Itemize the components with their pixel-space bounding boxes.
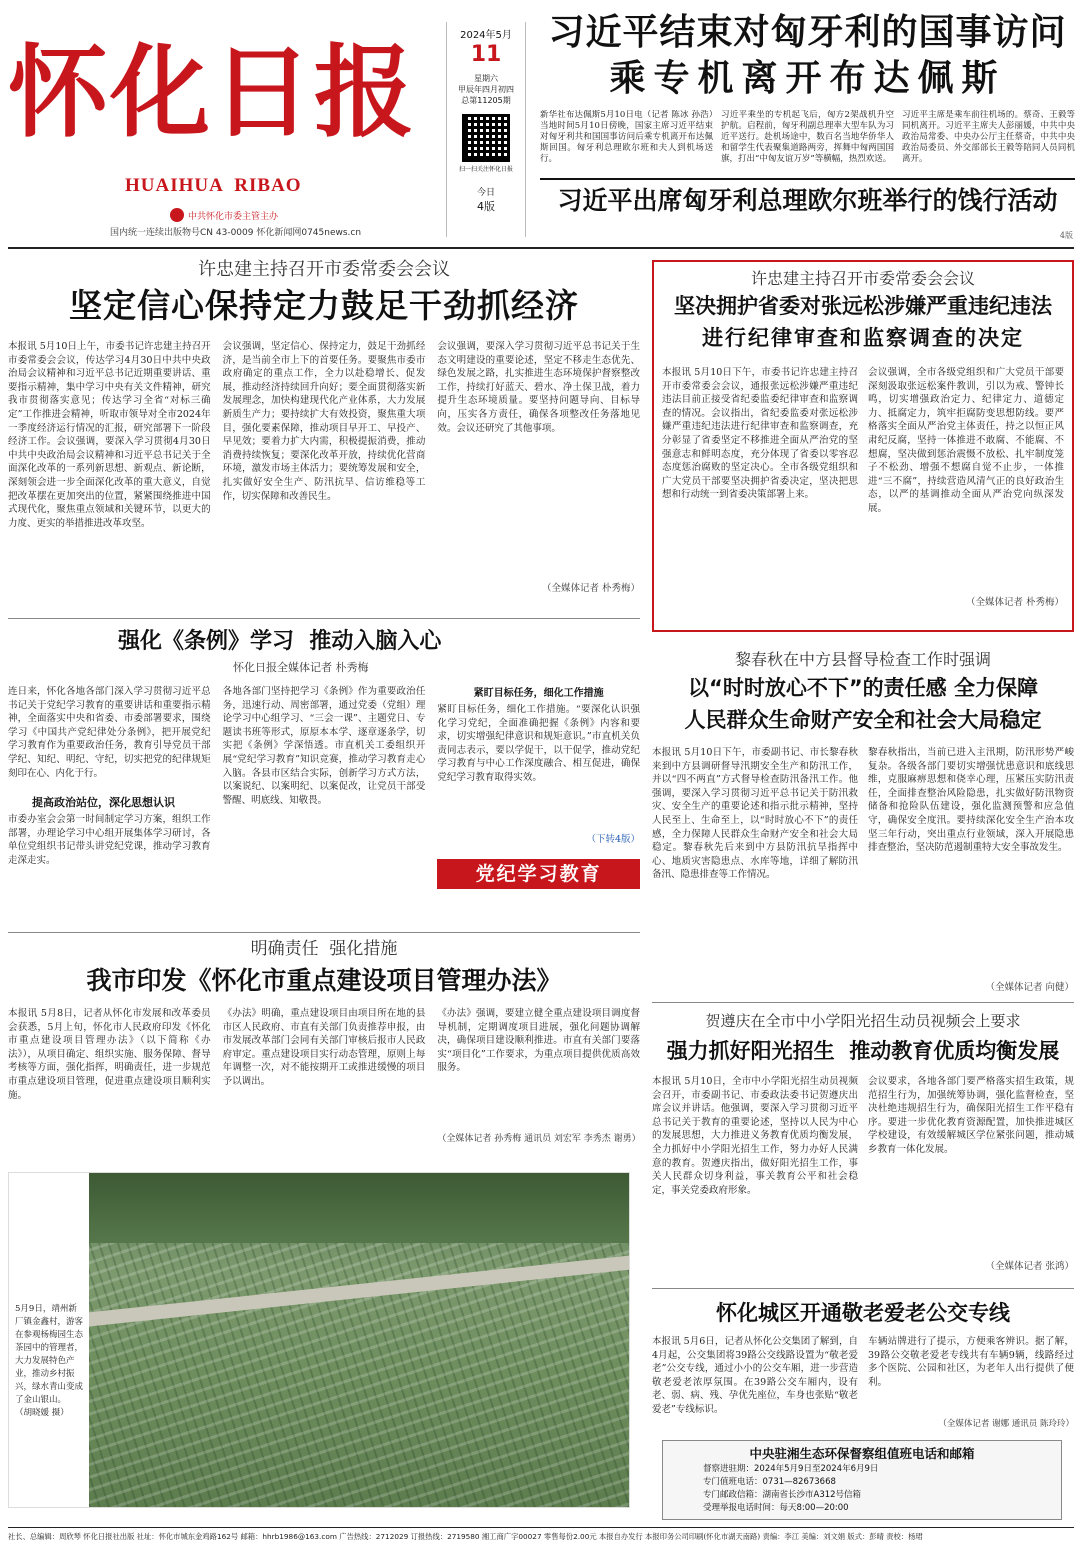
article-2-kicker: 许忠建主持召开市委常委会会议 — [750, 269, 975, 288]
article-6-headline: 强力抓好阳光招生 推动教育优质均衡发展 — [666, 1039, 1060, 1063]
article-4-kicker: 黎春秋在中方县督导检查工作时强调 — [734, 650, 991, 669]
today-label: 今日 — [476, 188, 495, 198]
tree-line — [89, 1173, 629, 1243]
article-6-kicker: 贺遵庆在全市中小学阳光招生动员视频会上要求 — [705, 1012, 1021, 1030]
article-5-kicker: 明确责任 强化措施 — [250, 939, 398, 959]
date-year-month: 2024年5月 — [460, 30, 512, 41]
article-7-col1: 本报讯 5月6日，记者从怀化公交集团了解到，自4月起，公交集团将39路公交线路设置为“敬老爱老”公交专线，通过小小的公交车厢，进一步营造敬老爱老浓厚氛围。在39路公交车厢内，设有老、弱、病、残、孕优先座位，车身也张贴“敬老爱老”专线标识。 — [652, 1336, 858, 1415]
article-4-col1: 本报讯 5月10日下午，市委副书记、市长黎春秋来到中方县调研督导汛期安全生产和防汛工作，并以“四不两直”方式督导检查防汛备汛工作。他强调，要深入学习贯彻习近平总书记关于防汛救灾、安全生产的重要论述和指示批示精神，坚持人民至上、生命至上，以“时时放心不下”的责任感，全力保障人民群众生命财产安全和社会大局稳定。黎春秋先后来到中方县防汛抗旱指挥中心、地质灾害隐患点、水库等地，详细了解防汛备汛、隐患排查等工作情况。 — [652, 747, 858, 881]
article-3-continued[interactable]: （下转4版） — [586, 834, 641, 845]
top-news-page-ref: 4版 — [1059, 231, 1073, 240]
masthead-sponsor: 中共怀化市委主管主办 — [170, 208, 278, 222]
article-7 — [652, 1288, 1074, 1438]
article-3 — [8, 618, 640, 928]
party-emblem-icon — [170, 208, 184, 222]
footer-rule — [8, 1527, 1074, 1528]
qr-caption: 扫一扫关注怀化日报 — [458, 166, 513, 173]
article-1-col1: 本报讯 5月10日上午，市委书记许忠建主持召开市委常委会会议，传达学习4月30日中共中央政治局会议精神和习近平总书记近期重要讲话、重要指示精神，集中学习中央有关文件精神，研究我市贯彻落实意见；传达学习全省“对标三确定”工作推进会精神，听取市领导对全市2024年一季度经济运行情况的汇报，研究部署下一阶段经济工作。会议强调，要深入学习贯彻4月30日中共中央政治局会议精神和习近平总书记关于全面深化改革的一系列新思想、新观点、新论断，深刻领会进一步全面深化改革的重大意义，自觉把改革摆在更加突出的位置，紧紧围绕推进中国式现代化，聚焦重点领域和关键环节，以更大的力度、更实的举措推进改革攻坚。 — [8, 341, 211, 529]
top-news-col1: 新华社布达佩斯5月10日电（记者 陈冰 孙浩）当地时间5月10日傍晚，国家主席习近平结束对匈牙利共和国国事访问后乘专机离开布达佩斯回国。匈牙利总理欧尔班和夫人到机场送行。 — [540, 110, 713, 164]
date-day: 11 — [470, 42, 502, 67]
footer: 社长、总编辑：周欣琴 怀化日报社出版 社址：怀化市城东金鸡路162号 邮箱：hhrb1986@163.com 广告热线：2712029 订报热线：2719580 湘工商广字00027 零售每份2.00元 本报自办发行 本报印务公司印刷(怀化市湖天南路) 责编：李江 美编：刘文娟 版式：彭晴 责校：杨珺 — [8, 1532, 923, 1541]
article-4-byline: （全媒体记者 向健） — [985, 982, 1074, 993]
article-3-headline: 强化《条例》学习 推动入脑入心 — [118, 629, 442, 654]
top-news-col2: 习近平乘坐的专机起飞后，匈方2架战机升空护航。启程前，匈牙利副总理率大型车队为习近平送行。赴机场途中，数百名当地华侨华人和留学生代表聚集道路两旁，挥舞中匈两国国旗，打出“中匈友谊万岁”等横幅，热烈欢送。 — [721, 110, 894, 164]
article-1-byline: （全媒体记者 朴秀梅） — [541, 583, 641, 594]
article-6-byline: （全媒体记者 张鸿） — [985, 1261, 1074, 1272]
top-news-col3: 习近平主席是乘车前往机场的。蔡奇、王毅等同机离开。习近平主席夫人彭丽媛，中共中央政治局常委、中央办公厅主任蔡奇，中共中央政治局委员、外交部部长王毅等陪同人员同机离开。 — [902, 110, 1075, 164]
photo-credit: （胡晓媛 摄） — [15, 1408, 69, 1418]
top-news-headline-1: 习近平结束对匈牙利的国事访问 — [548, 12, 1067, 53]
masthead-issn: 国内统一连续出版物号CN 43-0009 怀化新闻网0745news.cn — [110, 228, 362, 238]
notice-line-3: 专门邮政信箱：湖南省长沙市A312号信箱 — [703, 1490, 862, 1500]
article-5-col2: 《办法》明确，重点建设项目由项目所在地的县市区人民政府、市直有关部门负责推荐申报，由市发展改革部门会同有关部门审核后报市人民政府审定。重点建设项目实行动态管理，原则上每年调整一次，对不能按期开工或推进缓慢的项目予以调出。 — [222, 1008, 426, 1087]
lunar-date: 甲辰年四月初四 — [458, 85, 514, 94]
notice-title: 中央驻湘生态环保督察组值班电话和邮箱 — [749, 1446, 975, 1461]
top-news — [540, 10, 1075, 240]
article-3-col1: 连日来，怀化各地各部门深入学习贯彻习近平总书记关于党纪学习教育的重要讲话和重要指示精神，全面落实中央和省委、市委部署要求，围绕学习《中国共产党纪律处分条例》，把开展党纪学习教育作为重要政治任务，教育引导党员干部学纪、知纪、明纪、守纪，切实把党的纪律规矩刻印在心、内化于行。 — [8, 686, 211, 779]
article-3-banner: 党纪学习教育 — [437, 859, 640, 889]
article-3-subhead-1: 提高政治站位，深化思想认识 — [32, 796, 175, 809]
article-7-col2: 车辆站牌进行了提示，方便乘客辨识。据了解，39路公交敬老爱老专线共有车辆9辆，线路经过多个医院、公园和社区，为老年人出行提供了便利。 — [868, 1336, 1074, 1388]
date-box — [446, 22, 526, 237]
article-5-col1: 本报讯 5月8日，记者从怀化市发展和改革委员会获悉，5月上旬，怀化市人民政府印发《怀化市重点建设项目管理办法》（以下简称《办法》），从项目确定、组织实施、服务保障、督导考核等方面，强化指挥，明确责任，进一步规范市重点建设项目管理，促进重点建设项目顺利实施。 — [8, 1008, 211, 1101]
top-news-headline-2: 乘专机离开布达佩斯 — [609, 58, 1006, 99]
article-7-byline: （全媒体记者 谢娜 通讯员 陈玲玲） — [938, 1419, 1074, 1429]
masthead-logo: 怀化日报 — [8, 33, 416, 151]
article-4-headline-1: 以“时时放心不下”的责任感 全力保障 — [688, 676, 1038, 700]
article-5 — [8, 932, 640, 1162]
notice-line-2: 专门值班电话：0731—82673668 — [703, 1477, 836, 1487]
article-3-col3: 紧盯目标任务，细化工作措施。“要深化认识强化学习党纪，全面准确把握《条例》内容和要求，切实增强纪律意识和规矩意识。”市直机关负责同志表示，要以学促干，以干促学，推动党纪学习教育与中心工作深度融合、相互促进，确保党纪学习教育取得实效。 — [437, 704, 641, 783]
article-1-headline: 坚定信心保持定力鼓足干劲抓经济 — [69, 286, 579, 325]
article-2 — [652, 260, 1074, 632]
photo-block — [8, 1172, 630, 1508]
qr-code[interactable] — [462, 114, 510, 162]
article-5-byline: （全媒体记者 孙秀梅 通讯员 刘宏军 李秀杰 谢勇） — [437, 1134, 641, 1144]
masthead-divider — [8, 247, 1074, 249]
weekday: 星期六 — [474, 74, 498, 83]
notice-line-4: 受理举报电话时间：每天8:00—20:00 — [703, 1503, 849, 1513]
article-4-headline-2: 人民群众生命财产安全和社会大局稳定 — [684, 708, 1042, 732]
article-1-col2: 会议强调，坚定信心、保持定力，鼓足干劲抓经济，是当前全市上下的首要任务。要聚焦市委市政府确定的重点工作，全力以赴稳增长、促发展，推动经济持续回升向好；要全面贯彻落实新发展理念，加快构建现代化产业体系，大力发展新质生产力；要持续扩大有效投资，聚焦重大项目，强化要素保障，推动项目早开工、早投产、早见效；要着力扩大内需，积极提振消费，推动消费持续恢复；要深化改革开放，持续优化营商环境，激发市场主体活力；要统筹发展和安全，扎实做好安全生产、防汛抗旱、信访维稳等工作，切实保障和改善民生。 — [222, 341, 426, 502]
article-2-byline: （全媒体记者 朴秀梅） — [965, 597, 1064, 608]
article-6-col2: 会议要求，各地各部门要严格落实招生政策，规范招生行为，加强统筹协调，强化监督检查，坚决杜绝违规招生行为，确保阳光招生工作平稳有序。要进一步优化教育资源配置，加快推进城区学校建设，有效缓解城区学位紧张问题，推动城乡教育一体化发展。 — [868, 1076, 1074, 1155]
article-3-byline-top: 怀化日报全媒体记者 朴秀梅 — [233, 661, 369, 674]
article-5-col3: 《办法》强调，要建立健全重点建设项目调度督导机制，定期调度项目进展，强化问题协调解决，确保项目建设顺利推进。市直有关部门要落实“项目化”工作要求，为重点项目提供优质高效服务。 — [437, 1008, 641, 1074]
field-photo — [89, 1173, 629, 1507]
article-3-col1b: 市委办室会会第一时间制定学习方案，组织工作部署，办理论学习中心组开展集体学习研讨，各单位党组织书记带头讲党纪党课，推动学习教育走深走实。 — [8, 814, 211, 866]
top-news-subheadline: 习近平出席匈牙利总理欧尔班举行的饯行活动 — [557, 186, 1058, 215]
article-2-col2: 会议强调，全市各级党组织和广大党员干部要深刻汲取张远松案件教训，引以为戒、警钟长鸣，切实增强政治定力、纪律定力、道德定力、抵腐定力，筑牢拒腐防变思想防线。要严格落实全面从严治党主体责任，持之以恒正风肃纪反腐，坚持一体推进不敢腐、不能腐、不想腐，坚决做到惩治震慑不放松、扎牢制度笼子不松劲、增强不想腐自觉不止步，一体推进“三不腐”，持续营造风清气正的良好政治生态，以严的基调推动全面从严治党向纵深发展。 — [868, 367, 1064, 514]
article-4 — [652, 648, 1074, 1018]
article-2-col1: 本报讯 5月10日下午，市委书记许忠建主持召开市委常委会会议，通报张远松涉嫌严重违纪违法目前正接受省纪委监委纪律审查和监察调查的情况。会议指出，省纪委监委对张远松涉嫌严重违纪违法进行纪律审查和监察调查，充分彰显了省委坚定不移推进全面从严治党的坚强意志和鲜明态度，充分体现了省委以零容忍态度惩治腐败的坚定决心。全市各级党组织和广大党员干部要坚决拥护省委决定，坚决把思想和行动统一到省委决策部署上来。 — [662, 367, 858, 501]
masthead-pinyin: HUAIHUA RIBAO — [125, 175, 302, 196]
article-1 — [8, 258, 640, 613]
article-6-col1: 本报讯 5月10日，全市中小学阳光招生动员视频会召开，市委副书记、市委政法委书记贺遵庆出席会议并讲话。他强调，要深入学习贯彻习近平总书记关于教育的重要论述，坚持以人民为中心的发展思想，大力推进义务教育优质均衡发展，全力抓好中小学阳光招生工作，努力办好人民满意的教育。贺遵庆指出，做好阳光招生工作，事关人民群众切身利益，事关教育公平和社会稳定，事关党委政府形象。 — [652, 1076, 858, 1196]
article-2-headline-1: 坚决拥护省委对张远松涉嫌严重违纪违法 — [674, 294, 1052, 318]
article-6 — [652, 1002, 1074, 1284]
article-7-headline: 怀化城区开通敬老爱老公交专线 — [716, 1301, 1010, 1325]
article-4-col2: 黎春秋指出，当前已进入主汛期，防汛形势严峻复杂。各级各部门要切实增强忧患意识和底线思维，克服麻痹思想和侥幸心理，压紧压实防汛责任，全面排查整治风险隐患，扎实做好防汛物资储备和抢险队伍建设，强化监测预警和应急值守，确保安全度汛。要持续深化安全生产治本攻坚三年行动，突出重点行业领域，深入开展隐患排查整治，坚决防范遏制重特大安全事故发生。 — [868, 747, 1074, 854]
photo-caption: 5月9日，靖州新厂镇金鑫村，游客在参观杨梅园生态茶园中的管理者，大力发展特色产业，推动乡村振兴，绿水青山变成了金山银山。 （胡晓媛 摄） — [15, 1304, 84, 1418]
notice-line-1: 督察进驻期：2024年5月9日至2024年6月9日 — [703, 1464, 879, 1474]
article-2-headline-2: 进行纪律审查和监察调查的决定 — [702, 326, 1024, 350]
issue-number: 总第11205期 — [461, 96, 511, 105]
notice-box — [662, 1440, 1062, 1520]
article-1-kicker: 许忠建主持召开市委常委会会议 — [198, 259, 450, 280]
article-3-subhead-2: 紧盯目标任务，细化工作措施 — [473, 688, 604, 699]
article-5-headline: 我市印发《怀化市重点建设项目管理办法》 — [86, 966, 562, 995]
article-1-col3: 会议强调，要深入学习贯彻习近平总书记关于生态文明建设的重要论述，坚定不移走生态优先、绿色发展之路，扎实推进生态环境保护督察整改工作，持续打好蓝天、碧水、净土保卫战，着力提升生态环境质量。要坚持问题导向、目标导向，压实各方责任，确保各项整改任务落地见效。会议还研究了其他事项。 — [437, 341, 641, 434]
article-3-col2: 各地各部门坚持把学习《条例》作为重要政治任务，迅速行动、周密部署，通过党委（党组）理论学习中心组学习、“三会一课”、主题党日、专题读书班等形式，原原本本学、逐章逐条学，切实把《条例》学深悟透。市直机关工委组织开展“党纪学习教育”知识竞赛，推动学习教育走心入脑。各县市区结合实际，创新学习方式方法，以案说纪、以案明纪、以案促改，让党员干部受警醒、明底线、知敬畏。 — [222, 686, 426, 806]
path-strip — [89, 1250, 629, 1331]
page-count: 4版 — [477, 200, 495, 213]
masthead — [0, 0, 1080, 245]
